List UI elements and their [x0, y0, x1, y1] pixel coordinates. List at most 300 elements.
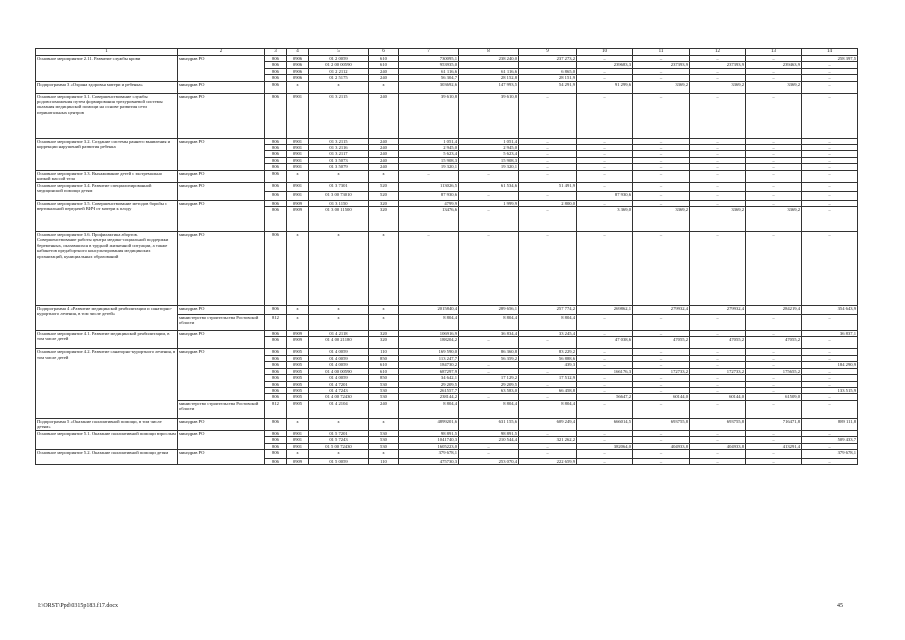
value-cell: 3 369,0	[577, 207, 633, 232]
value-cell: 01 4 0059	[309, 355, 369, 361]
column-number-cell: 10	[577, 49, 633, 56]
value-cell: –	[802, 164, 858, 170]
value-cell: 240	[369, 400, 399, 418]
value-cell: 0905	[287, 355, 309, 361]
value-cell: –	[519, 138, 577, 144]
value-cell: –	[519, 394, 577, 400]
value-cell: –	[519, 207, 577, 232]
value-cell: 806	[265, 306, 287, 315]
value-cell: 806	[265, 418, 287, 430]
value-cell: –	[802, 368, 858, 374]
value-cell: –	[746, 164, 802, 170]
value-cell: 169 590,0	[399, 349, 459, 355]
value-cell: 0905	[287, 368, 309, 374]
value-cell: –	[577, 145, 633, 151]
value-cell: 0906	[287, 68, 309, 74]
value-cell: –	[746, 449, 802, 458]
value-cell: 01 4 2104	[309, 400, 369, 418]
value-cell: 19 320,1	[399, 164, 459, 170]
value-cell: 47055,2	[633, 337, 690, 349]
value-cell: –	[802, 430, 858, 436]
value-cell: –	[577, 170, 633, 182]
value-cell: 98 891,5	[459, 430, 519, 436]
value-cell: –	[802, 337, 858, 349]
value-cell: 413291,4	[746, 443, 802, 449]
value-cell: –	[746, 145, 802, 151]
value-cell: –	[690, 75, 746, 81]
value-cell: –	[746, 170, 802, 182]
value-cell: 36 837,1	[802, 331, 858, 337]
value-cell: –	[577, 430, 633, 436]
value-cell: 188204,2	[399, 337, 459, 349]
value-cell: –	[519, 381, 577, 387]
value-cell: –	[577, 331, 633, 337]
value-cell: 240	[369, 138, 399, 144]
value-cell: 0909	[287, 207, 309, 232]
value-cell: –	[690, 138, 746, 144]
value-cell: –	[690, 164, 746, 170]
value-cell: 28 151,9	[519, 75, 577, 81]
value-cell: 01 4 00 72430	[309, 394, 369, 400]
value-cell: x	[287, 306, 309, 315]
value-cell: –	[690, 182, 746, 191]
value-cell: 238 240,0	[459, 56, 519, 62]
value-cell: 610	[369, 56, 399, 62]
value-cell: –	[690, 232, 746, 306]
value-cell: –	[690, 145, 746, 151]
value-cell: –	[577, 232, 633, 306]
value-cell: –	[577, 68, 633, 74]
label-cell: Подпрограмма 4 «Развитие медицинской реабилитации и санаторно-курортного лечения, в том числе детей»	[36, 306, 178, 331]
value-cell: 261557,7	[399, 387, 459, 393]
value-cell: 404933,8	[690, 443, 746, 449]
value-cell: –	[746, 387, 802, 393]
value-cell: –	[690, 170, 746, 182]
value-cell: –	[746, 75, 802, 81]
value-cell: –	[690, 191, 746, 200]
value-cell: 530	[369, 430, 399, 436]
value-cell: 806	[265, 81, 287, 93]
value-cell: 1605223,0	[399, 443, 459, 449]
value-cell: 01 4 00 21180	[309, 337, 369, 349]
value-cell: –	[746, 151, 802, 157]
value-cell: 354 643,9	[802, 306, 858, 315]
value-cell: –	[633, 200, 690, 206]
value-cell: x	[287, 418, 309, 430]
label-cell: Основное мероприятие 3.6. Профилактика абортов. Совершенствование работы центра медико-социальной поддержки беременных, оказавшихся в трудной жизненной ситуации, а также кабинетов предабортного консультирования медицинских организаций, кунициальных образований	[36, 232, 178, 306]
value-cell: –	[690, 355, 746, 361]
value-cell: 60144,0	[690, 394, 746, 400]
value-cell: –	[802, 75, 858, 81]
value-cell: 01 4 0059	[309, 362, 369, 368]
value-cell: –	[577, 387, 633, 393]
value-cell: 3369,2	[746, 207, 802, 232]
value-cell: –	[459, 232, 519, 306]
value-cell: –	[633, 182, 690, 191]
value-cell: –	[690, 375, 746, 381]
value-cell: 806	[265, 387, 287, 393]
value-cell: –	[633, 170, 690, 182]
value-cell: x	[369, 81, 399, 93]
value-cell: –	[633, 157, 690, 163]
value-cell: 806	[265, 381, 287, 387]
value-cell: 530	[369, 437, 399, 443]
value-cell: 39 610,8	[459, 93, 519, 138]
value-cell: 258 397,5	[802, 56, 858, 62]
value-cell: –	[519, 151, 577, 157]
value-cell: –	[519, 430, 577, 436]
value-cell: 01 3 00 73010	[309, 191, 369, 200]
value-cell: 47 038,6	[577, 337, 633, 349]
document-page	[35, 48, 857, 465]
value-cell: 01 5 7201	[309, 430, 369, 436]
value-cell: 687297,9	[399, 368, 459, 374]
value-cell: –	[802, 355, 858, 361]
value-cell: –	[519, 164, 577, 170]
value-cell: 806	[265, 200, 287, 206]
value-cell: –	[746, 157, 802, 163]
value-cell: –	[746, 458, 802, 464]
value-cell: 01 3 7301	[309, 182, 369, 191]
value-cell: 0905	[287, 400, 309, 418]
value-cell: 01 2 5175	[309, 75, 369, 81]
value-cell: 237 273,2	[519, 56, 577, 62]
value-cell: x	[309, 306, 369, 315]
column-number-cell: 1	[36, 49, 178, 56]
value-cell: 475730,3	[399, 458, 459, 464]
value-cell: 01 3 1150	[309, 200, 369, 206]
value-cell: 0909	[287, 200, 309, 206]
value-cell: 01 4 7201	[309, 381, 369, 387]
value-cell: –	[633, 375, 690, 381]
budget-table	[35, 48, 858, 465]
value-cell: 0901	[287, 437, 309, 443]
value-cell: 87 930,6	[399, 191, 459, 200]
value-cell: x	[287, 449, 309, 458]
value-cell: –	[746, 381, 802, 387]
value-cell: 91 299,6	[577, 81, 633, 93]
value-cell: 01 3 2116	[309, 145, 369, 151]
value-cell: –	[690, 458, 746, 464]
value-cell: 404933,8	[633, 443, 690, 449]
label-cell: Основное мероприятие 3.3. Выхаживание детей с экстремально низкой массой тела	[36, 170, 178, 182]
value-cell: 0901	[287, 182, 309, 191]
value-cell: 29 209,5	[459, 381, 519, 387]
label-cell: Основное мероприятие 5.2. Оказание паллиативной помощи детям	[36, 449, 178, 464]
value-cell: –	[746, 191, 802, 200]
footer-page-number: 45	[837, 603, 843, 609]
value-cell: x	[369, 418, 399, 430]
value-cell: –	[802, 68, 858, 74]
value-cell: –	[802, 207, 858, 232]
value-cell: –	[399, 170, 459, 182]
value-cell: 520	[369, 182, 399, 191]
value-cell: 86 360,8	[459, 349, 519, 355]
value-cell: –	[633, 381, 690, 387]
value-cell: 110	[369, 458, 399, 464]
value-cell: –	[519, 170, 577, 182]
value-cell: –	[519, 368, 577, 374]
value-cell: 54 291,9	[519, 81, 577, 93]
value-cell: –	[690, 157, 746, 163]
value-cell: 2015840,4	[399, 306, 459, 315]
value-cell: –	[690, 349, 746, 355]
value-cell: 806	[265, 362, 287, 368]
value-cell: 806	[265, 170, 287, 182]
value-cell: 01 2 2112	[309, 68, 369, 74]
value-cell: 0906	[287, 56, 309, 62]
value-cell: –	[633, 145, 690, 151]
value-cell: 6 865,0	[519, 68, 577, 74]
value-cell: x	[369, 315, 399, 331]
column-number-cell: 13	[746, 49, 802, 56]
column-number-cell: 12	[690, 49, 746, 56]
value-cell: 812	[265, 400, 287, 418]
value-cell: –	[577, 437, 633, 443]
value-cell: 2 945,0	[399, 145, 459, 151]
value-cell: 509 433,7	[802, 437, 858, 443]
value-cell: –	[633, 164, 690, 170]
value-cell: 0901	[287, 145, 309, 151]
value-cell: 1 999,9	[459, 200, 519, 206]
value-cell: –	[633, 387, 690, 393]
value-cell: –	[577, 138, 633, 144]
value-cell: 1041740,3	[399, 437, 459, 443]
value-cell: –	[690, 387, 746, 393]
label-cell: Основное мероприятие 2.11. Развитие службы крови	[36, 56, 178, 82]
value-cell: –	[577, 355, 633, 361]
value-cell: 379 678,1	[399, 449, 459, 458]
value-cell: 4899201,6	[399, 418, 459, 430]
column-number-cell: 2	[178, 49, 265, 56]
value-cell: 240	[369, 145, 399, 151]
value-cell: –	[519, 337, 577, 349]
value-cell: 2 945,0	[459, 145, 519, 151]
value-cell: 279932,4	[690, 306, 746, 315]
value-cell: 56 359,2	[459, 355, 519, 361]
label-cell: минздрав РО	[178, 138, 265, 170]
value-cell: 320	[369, 331, 399, 337]
value-cell: 8 804,4	[519, 400, 577, 418]
value-cell: 172733,2	[633, 368, 690, 374]
column-number-cell: 14	[802, 49, 858, 56]
value-cell: 269862,1	[577, 306, 633, 315]
label-cell: минздрав РО	[178, 200, 265, 231]
value-cell: x	[369, 232, 399, 306]
value-cell: –	[802, 151, 858, 157]
value-cell: 0901	[287, 93, 309, 138]
value-cell: 01 4 0059	[309, 349, 369, 355]
value-cell: 0905	[287, 394, 309, 400]
value-cell: 5 623,4	[399, 151, 459, 157]
value-cell: 240	[369, 75, 399, 81]
value-cell: 98 891,5	[399, 430, 459, 436]
value-cell: 0905	[287, 381, 309, 387]
value-cell: 850	[369, 375, 399, 381]
value-cell: 83 229,2	[519, 349, 577, 355]
value-cell: –	[690, 93, 746, 138]
value-cell: 3369,2	[690, 81, 746, 93]
value-cell: –	[577, 56, 633, 62]
value-cell: 8 804,4	[459, 400, 519, 418]
value-cell: 166176,3	[577, 368, 633, 374]
value-cell: –	[633, 56, 690, 62]
value-cell: –	[577, 182, 633, 191]
value-cell: –	[459, 207, 519, 232]
value-cell: 289 656,1	[459, 306, 519, 315]
value-cell: 8 804,4	[399, 400, 459, 418]
value-cell: –	[802, 145, 858, 151]
column-number-cell: 5	[309, 49, 369, 56]
value-cell: –	[802, 349, 858, 355]
table-row	[36, 81, 858, 93]
value-cell: 0909	[287, 458, 309, 464]
value-cell: 382064,0	[577, 443, 633, 449]
label-cell: минздрав РО	[178, 331, 265, 349]
value-cell: 3369,2	[633, 81, 690, 93]
value-cell: 716471,8	[746, 418, 802, 430]
value-cell: 1 051,4	[399, 138, 459, 144]
label-cell: минздрав РО	[178, 56, 265, 82]
value-cell: 0909	[287, 331, 309, 337]
value-cell: –	[399, 232, 459, 306]
value-cell: –	[802, 443, 858, 449]
value-cell: –	[577, 157, 633, 163]
value-cell: 693755,8	[690, 418, 746, 430]
value-cell: 806	[265, 157, 287, 163]
value-cell: 01 2 00 00590	[309, 62, 369, 68]
value-cell: 113026,5	[399, 182, 459, 191]
table-row	[36, 418, 858, 430]
value-cell: 175655,2	[746, 368, 802, 374]
value-cell: x	[309, 81, 369, 93]
value-cell: 0906	[287, 75, 309, 81]
value-cell: 279932,4	[633, 306, 690, 315]
value-cell: 806	[265, 337, 287, 349]
label-cell: Основное мероприятие 3.1. Совершенствование службы родовспоможения путем формирования трехуровневой системы оказания медицинской помощи на основе развития сети перинатальных центров	[36, 93, 178, 138]
value-cell: 3369,2	[746, 81, 802, 93]
value-cell: –	[577, 458, 633, 464]
value-cell: –	[633, 400, 690, 418]
value-cell: –	[746, 331, 802, 337]
value-cell: 01 3 2115	[309, 93, 369, 138]
column-number-cell: 4	[287, 49, 309, 56]
label-cell: минздрав РО	[178, 449, 265, 464]
value-cell: x	[309, 418, 369, 430]
value-cell: 530	[369, 387, 399, 393]
table-header-row	[36, 49, 858, 56]
value-cell: –	[802, 182, 858, 191]
value-cell: 4799,9	[399, 200, 459, 206]
value-cell: x	[309, 449, 369, 458]
value-cell: x	[287, 170, 309, 182]
value-cell: –	[519, 191, 577, 200]
value-cell: x	[287, 315, 309, 331]
value-cell: –	[690, 315, 746, 331]
value-cell: –	[459, 443, 519, 449]
value-cell: 812	[265, 315, 287, 331]
label-cell: министерство строительства Ростовской области	[178, 315, 265, 331]
value-cell: –	[577, 200, 633, 206]
value-cell: –	[690, 151, 746, 157]
value-cell: 530	[369, 381, 399, 387]
value-cell: 520	[369, 191, 399, 200]
value-cell: x	[369, 449, 399, 458]
value-cell: 63 583,0	[459, 387, 519, 393]
value-cell: –	[459, 191, 519, 200]
value-cell: –	[459, 449, 519, 458]
value-cell: –	[802, 400, 858, 418]
value-cell: –	[577, 449, 633, 458]
value-cell: 34 642,1	[399, 375, 459, 381]
value-cell: –	[633, 331, 690, 337]
label-cell: минздрав РО	[178, 93, 265, 138]
value-cell: –	[577, 349, 633, 355]
value-cell: –	[633, 315, 690, 331]
value-cell: 806	[265, 394, 287, 400]
value-cell: 3369,2	[690, 207, 746, 232]
value-cell: –	[746, 375, 802, 381]
value-cell: x	[309, 315, 369, 331]
value-cell: 257 774,2	[519, 306, 577, 315]
value-cell: 806	[265, 368, 287, 374]
value-cell: –	[746, 315, 802, 331]
value-cell: 3369,2	[633, 207, 690, 232]
value-cell: –	[690, 430, 746, 436]
value-cell: –	[633, 232, 690, 306]
value-cell: –	[633, 349, 690, 355]
value-cell: –	[802, 157, 858, 163]
value-cell: 0905	[287, 362, 309, 368]
value-cell: 240	[369, 164, 399, 170]
label-cell: Основное мероприятие 5.1. Оказание паллиативной помощи взрослым	[36, 430, 178, 449]
value-cell: –	[577, 381, 633, 387]
label-cell: минздрав РО	[178, 418, 265, 430]
value-cell: 51 491,9	[519, 182, 577, 191]
value-cell: 47055,2	[746, 337, 802, 349]
table-row	[36, 182, 858, 191]
label-cell: Основное мероприятие 3.2. Создание системы раннего выявления и коррекции нарушений развития ребенка	[36, 138, 178, 170]
value-cell: –	[633, 355, 690, 361]
value-cell: 0905	[287, 387, 309, 393]
value-cell: 806	[265, 449, 287, 458]
table-row	[36, 93, 858, 138]
table-row	[36, 232, 858, 306]
value-cell: 8 804,4	[519, 315, 577, 331]
value-cell: –	[802, 381, 858, 387]
value-cell: 284219,4	[746, 306, 802, 315]
value-cell: –	[633, 362, 690, 368]
value-cell: –	[802, 375, 858, 381]
value-cell: –	[802, 315, 858, 331]
value-cell: –	[577, 315, 633, 331]
value-cell: 01 2 0059	[309, 56, 369, 62]
value-cell: –	[519, 449, 577, 458]
value-cell: 806	[265, 430, 287, 436]
value-cell: 61 116,6	[459, 68, 519, 74]
label-cell: Основное мероприятие 3.5. Совершенствование методов борьбы с вертикальной передачей ВИЧ от матери к плоду	[36, 200, 178, 231]
value-cell: –	[459, 170, 519, 182]
value-cell: –	[459, 337, 519, 349]
value-cell: 15 908,3	[399, 157, 459, 163]
value-cell: 61509,0	[746, 394, 802, 400]
value-cell: 47055,2	[690, 337, 746, 349]
value-cell: 5 623,4	[459, 151, 519, 157]
label-cell: Подпрограмма 3 «Охрана здоровья матери и ребенка»	[36, 81, 178, 93]
value-cell: 87 930,6	[577, 191, 633, 200]
value-cell: 01 4 0059	[309, 375, 369, 381]
value-cell: –	[690, 362, 746, 368]
